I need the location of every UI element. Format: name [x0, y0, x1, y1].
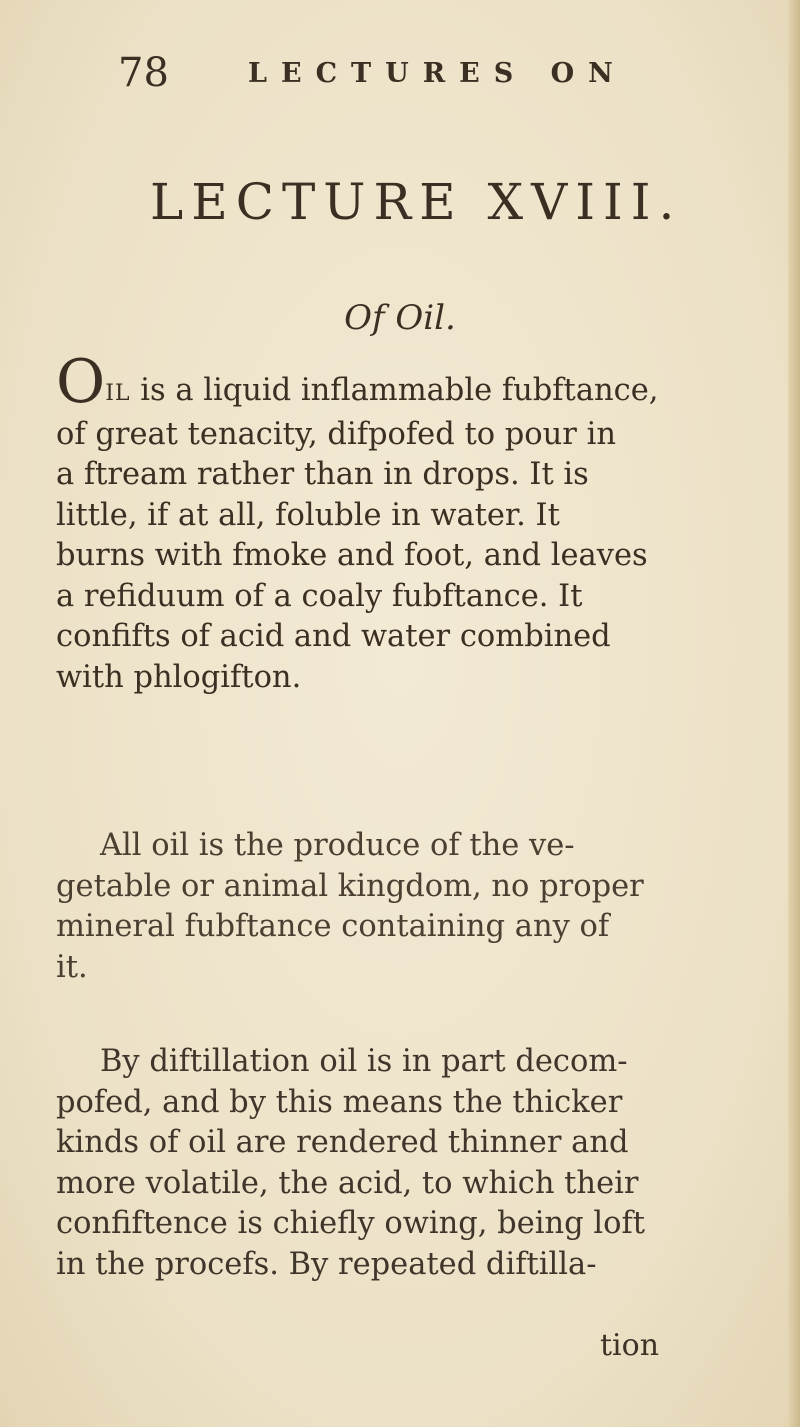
drop-cap: O [56, 347, 106, 417]
paragraph-line: getable or animal kingdom, no proper [56, 868, 644, 904]
paragraph-line: more volatile, the acid, to which their [56, 1165, 639, 1201]
paragraph-line [56, 347, 748, 417]
paragraph-line: with phlogifton. [56, 659, 302, 695]
paragraph-1 [56, 347, 748, 698]
paragraph-line: kinds of oil are rendered thinner and [56, 1125, 629, 1160]
first-line-text: is a liquid inflammable fubftance, [130, 373, 659, 408]
running-title: LECTURES ON [248, 58, 627, 89]
lecture-subheading: Of Oil. [344, 298, 456, 338]
paragraph-line: pofed, and by this means the thicker [56, 1084, 623, 1120]
paragraph-line: a ftream rather than in drops. It is [56, 457, 589, 492]
paragraph-line: in the procefs. By repeated diftilla- [56, 1246, 597, 1282]
paragraph-line: confifts of acid and water combined [56, 619, 611, 654]
paragraph-line: By diftillation oil is in part decom- [100, 1044, 628, 1079]
running-head [118, 48, 678, 98]
paragraph-line: a refiduum of a coaly fubftance. It [56, 578, 583, 614]
paragraph-line: confiftence is chiefly owing, being loft [56, 1206, 646, 1241]
paragraph-line: of great tenacity, difpofed to pour in [56, 416, 616, 452]
catchword: tion [600, 1328, 660, 1363]
paragraph-line: All oil is the produce of the ve- [100, 828, 575, 863]
paragraph-3 [56, 1042, 748, 1285]
paragraph-line: it. [56, 949, 88, 985]
drop-cap-rest: IL [105, 381, 131, 406]
paragraph-line: burns with fmoke and foot, and leaves [56, 538, 648, 573]
paragraph-line: mineral fubftance containing any of [56, 909, 610, 944]
lecture-heading: LECTURE XVIII. [150, 173, 683, 231]
paragraph-2 [56, 826, 748, 988]
page-number: 78 [118, 50, 169, 96]
paragraph-line: little, if at all, foluble in water. It [56, 497, 560, 533]
page-edge [788, 0, 800, 1427]
